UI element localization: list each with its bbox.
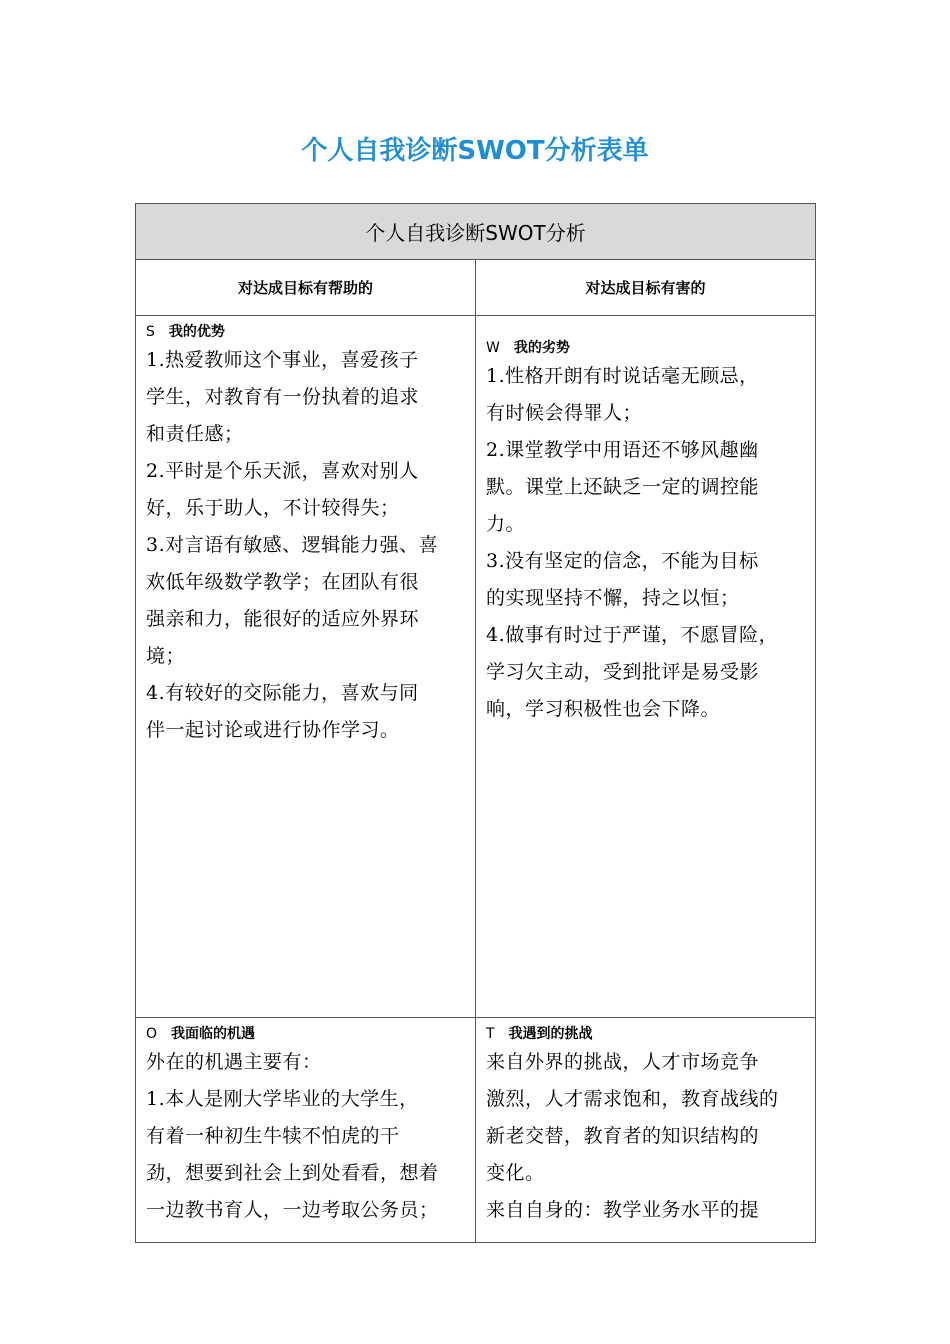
text-line: 有时候会得罪人； (486, 402, 643, 424)
threats-heading-text: 我遇到的挑战 (508, 1026, 593, 1042)
text-line: 4.有较好的交际能力，喜欢与同 (146, 682, 419, 704)
text-line: 学习欠主动，受到批评是易受影 (486, 661, 760, 683)
text-line: 激烈，人才需求饱和，教育战线的 (486, 1088, 779, 1110)
weaknesses-letter: W (486, 340, 500, 356)
opportunities-list (146, 1044, 465, 1229)
swot-table (135, 203, 816, 1243)
text-line: 2.平时是个乐天派，喜欢对别人 (146, 460, 419, 482)
text-line: 3.没有坚定的信念，不能为目标 (486, 550, 759, 572)
text-line: 劲，想要到社会上到处看看，想着 (146, 1162, 439, 1184)
text-line: 1.性格开朗有时说话毫无顾忌， (486, 365, 759, 387)
threats-heading (486, 1024, 805, 1044)
text-line: 来自自身的：教学业务水平的提 (486, 1199, 760, 1221)
opportunities-heading (146, 1024, 465, 1044)
threats-list (486, 1044, 805, 1229)
threats-cell (476, 1018, 816, 1243)
helpful-column-header: 对达成目标有帮助的 (136, 260, 476, 316)
text-line: 欢低年级数学教学；在团队有很 (146, 571, 420, 593)
text-line: 响，学习积极性也会下降。 (486, 698, 721, 720)
opportunities-letter: O (146, 1026, 158, 1042)
weaknesses-cell (476, 316, 816, 1018)
text-line: 强亲和力，能很好的适应外界环 (146, 608, 420, 630)
weaknesses-heading-text: 我的劣势 (513, 340, 570, 356)
text-line: 有着一种初生牛犊不怕虎的干 (146, 1125, 400, 1147)
strengths-list (146, 342, 465, 749)
strengths-heading (146, 322, 465, 342)
text-line: 力。 (486, 513, 526, 535)
text-line: 来自外界的挑战，人才市场竞争 (486, 1051, 760, 1073)
text-line: 学生，对教育有一份执着的追求 (146, 386, 420, 408)
strengths-heading-text: 我的优势 (168, 324, 225, 340)
threats-letter: T (486, 1026, 495, 1042)
text-line: 外在的机遇主要有： (146, 1051, 322, 1073)
text-line: 2.课堂教学中用语还不够风趣幽 (486, 439, 759, 461)
text-line: 默。课堂上还缺乏一定的调控能 (486, 476, 760, 498)
text-line: 好，乐于助人，不计较得失； (146, 497, 400, 519)
table-header: 个人自我诊断SWOT分析 (136, 204, 816, 260)
opportunities-heading-text: 我面临的机遇 (171, 1026, 256, 1042)
text-line: 一边教书育人，一边考取公务员； (146, 1199, 439, 1221)
text-line: 变化。 (486, 1162, 545, 1184)
opportunities-cell (136, 1018, 476, 1243)
text-line: 1.本人是刚大学毕业的大学生， (146, 1088, 419, 1110)
page-title: 个人自我诊断SWOT分析表单 (301, 136, 649, 166)
text-line: 伴一起讨论或进行协作学习。 (146, 719, 400, 741)
text-line: 和责任感； (146, 423, 244, 445)
text-line: 境； (146, 645, 186, 667)
text-line: 3.对言语有敏感、逻辑能力强、喜 (146, 534, 439, 556)
strengths-letter: S (146, 324, 155, 340)
text-line: 1.热爱教师这个事业，喜爱孩子 (146, 349, 419, 371)
text-line: 4.做事有时过于严谨，不愿冒险， (486, 624, 779, 646)
weaknesses-heading (486, 338, 805, 358)
text-line: 的实现坚持不懈，持之以恒； (486, 587, 740, 609)
weaknesses-list (486, 358, 805, 728)
text-line: 新老交替，教育者的知识结构的 (486, 1125, 760, 1147)
harmful-column-header: 对达成目标有害的 (476, 260, 816, 316)
strengths-cell (136, 316, 476, 1018)
